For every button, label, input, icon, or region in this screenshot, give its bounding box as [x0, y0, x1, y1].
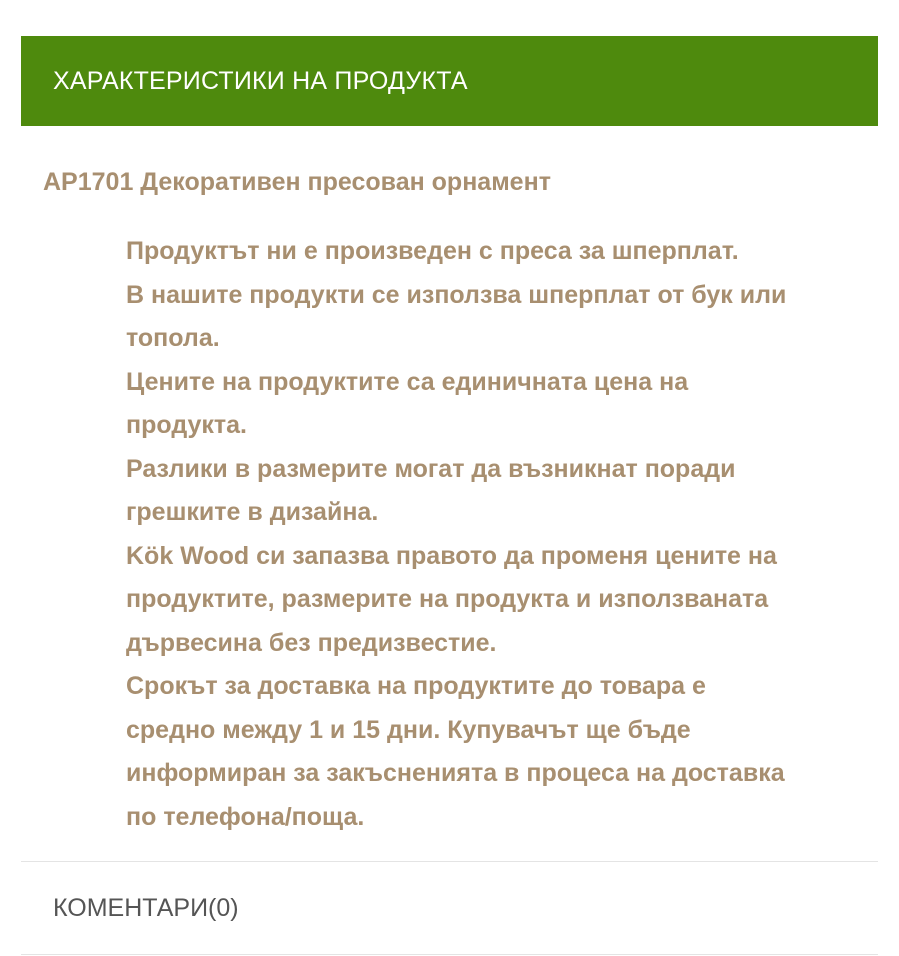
description-line: продуктите, размерите на продукта и използваната: [126, 585, 769, 613]
product-description: [126, 230, 866, 839]
product-title: AP1701 Декоративен пресован орнамент: [43, 168, 551, 196]
tab-comments-label: КОМЕНТАРИ(0): [53, 893, 239, 922]
description-line: Цените на продуктите са единичната цена на: [126, 367, 689, 396]
description-line: топола.: [126, 324, 220, 352]
tab-comments[interactable]: [21, 862, 878, 954]
description-line: по телефона/поща.: [126, 802, 365, 831]
description-line: Разлики в размерите могат да възникнат поради: [126, 454, 736, 483]
description-line: средно между 1 и 15 дни. Купувачът ще бъде: [126, 715, 691, 744]
description-line: дървесина без предизвестие.: [126, 628, 497, 657]
description-line: Продуктът ни е произведен с преса за шперплат.: [126, 237, 739, 265]
divider: [21, 954, 878, 955]
description-line: информиран за закъсненията в процеса на доставка: [126, 759, 785, 787]
description-line: В нашите продукти се използва шперплат от бук или: [126, 280, 787, 309]
description-line: грешките в дизайна.: [126, 498, 379, 526]
description-line: Срокът за доставка на продуктите до товара е: [126, 672, 706, 700]
tab-product-characteristics[interactable]: [21, 36, 878, 126]
tab-product-characteristics-label: ХАРАКТЕРИСТИКИ НА ПРОДУКТА: [53, 66, 468, 95]
description-line: Kök Wood си запазва правото да променя цените на: [126, 541, 777, 570]
description-line: продукта.: [126, 411, 247, 439]
